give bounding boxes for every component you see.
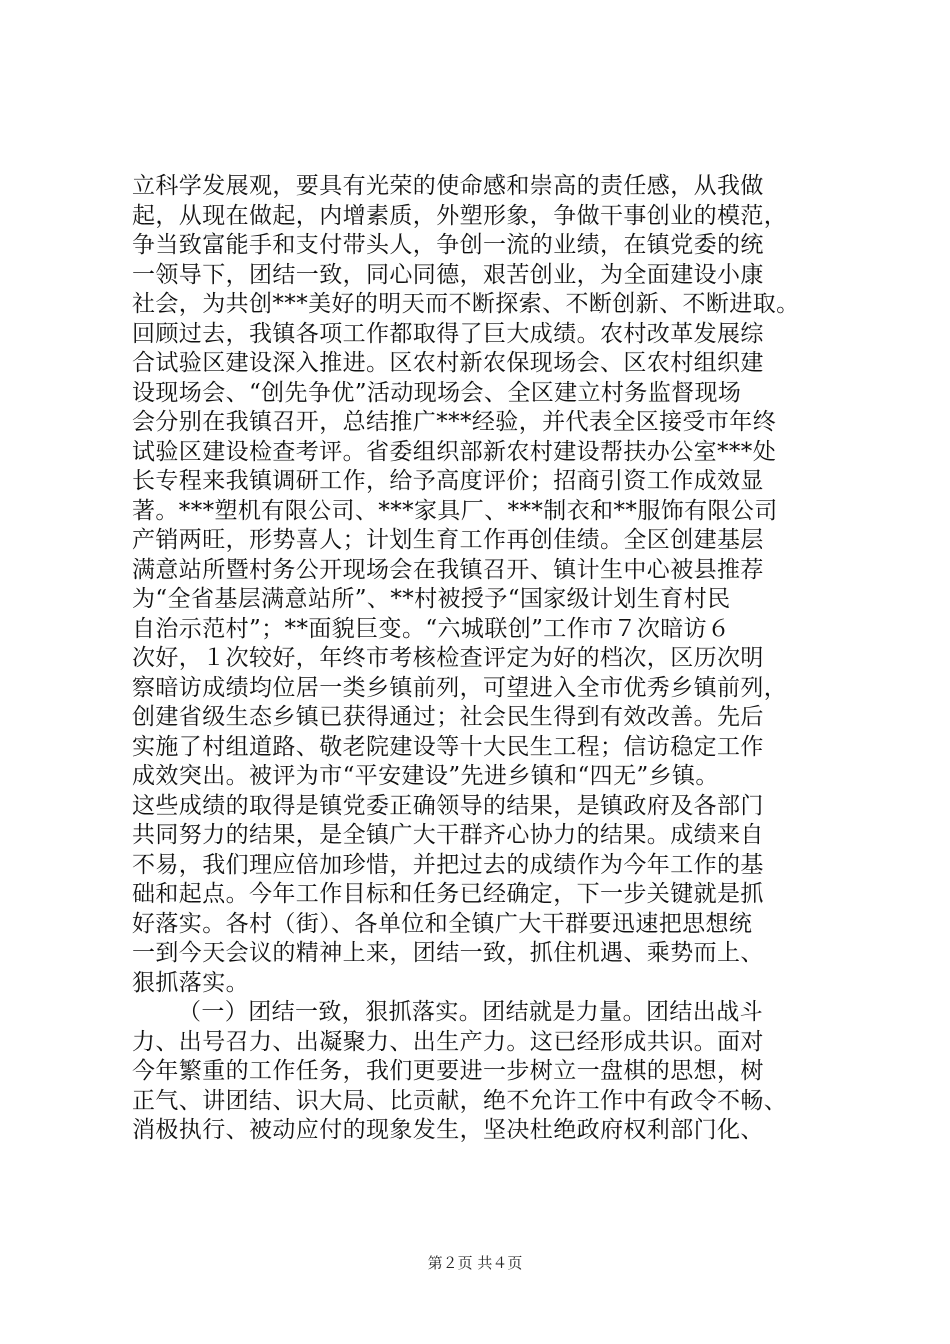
text-line: 产销两旺，形势喜人；计划生育工作再创佳绩。全区创建基层 [132,527,764,553]
text-line: 不易，我们理应倍加珍惜，并把过去的成绩作为今年工作的基 [132,851,764,878]
text-line: 正气、讲团结、识大局、比贡献，绝不允许工作中有政令不畅、 [132,1087,788,1114]
text-line: 回顾过去，我镇各项工作都取得了巨大成绩。农村改革发展综 [132,320,764,347]
text-line: 满意站所暨村务公开现场会在我镇召开、镇计生中心被县推荐 [132,556,764,583]
text-line: 立科学发展观，要具有光荣的使命感和崇高的责任感，从我做 [132,173,764,199]
text-line: 为“全省基层满意站所”、**村被授予“国家级计划生育村民 [132,586,731,612]
text-line: 著。***塑机有限公司、***家具厂、***制衣和**服饰有限公司 [132,497,778,524]
body-text [132,172,852,1146]
text-line: 实施了村组道路、敬老院建设等十大民生工程；信访稳定工作 [132,733,764,760]
text-line: 一到今天会议的精神上来，团结一致，抓住机遇、乘势而上、 [132,940,764,966]
text-line: 这些成绩的取得是镇党委正确领导的结果，是镇政府及各部门 [132,792,764,819]
text-line: 起，从现在做起，内增素质，外塑形象，争做干事创业的模范， [132,202,788,229]
page-number: 第２页 共４页 [427,1254,523,1272]
text-line: 试验区建设检查考评。省委组织部新农村建设帮扶办公室***处 [132,438,777,465]
text-line: 社会，为共创***美好的明天而不断探索、不断创新、不断进取。 [132,291,800,317]
text-line: 次好，１次较好，年终市考核检查评定为好的档次，区历次明 [132,645,764,671]
text-line: 狠抓落实。 [132,969,249,996]
text-line: 一领导下，团结一致，同心同德，艰苦创业，为全面建设小康 [132,261,764,288]
text-line: 力、出号召力、出凝聚力、出生产力。这已经形成共识。面对 [132,1028,764,1055]
text-line: 础和起点。今年工作目标和任务已经确定，下一步关键就是抓 [132,881,764,907]
text-line: 共同努力的结果，是全镇广大干群齐心协力的结果。成绩来自 [132,822,764,848]
text-line: 消极执行、被动应付的现象发生，坚决杜绝政府权利部门化、 [132,1117,764,1143]
page-footer [0,1253,950,1273]
text-line: 成效突出。被评为市“平安建设”先进乡镇和“四无”乡镇。 [132,763,719,789]
text-line: 会分别在我镇召开，总结推广***经验，并代表全区接受市年终 [132,409,777,435]
text-line: 察暗访成绩均位居一类乡镇前列，可望进入全市优秀乡镇前列， [132,674,788,701]
text-line: 好落实。各村（街）、各单位和全镇广大干群要迅速把思想统 [132,910,753,937]
text-line: 创建省级生态乡镇已获得通过；社会民生得到有效改善。先后 [132,704,764,730]
section-heading-line: （一）团结一致，狠抓落实。团结就是力量。团结出战斗 [178,999,763,1025]
text-line: 合试验区建设深入推进。区农村新农保现场会、区农村组织建 [132,350,764,376]
text-line: 自治示范村”；**面貌巨变。“六城联创”工作市７次暗访６ [132,615,731,642]
text-line: 设现场会、“创先争优”活动现场会、全区建立村务监督现场 [132,379,742,406]
text-line: 争当致富能手和支付带头人，争创一流的业绩，在镇党委的统 [132,232,764,258]
text-line: 长专程来我镇调研工作，给予高度评价；招商引资工作成效显 [132,468,764,494]
text-line: 今年繁重的工作任务，我们更要进一步树立一盘棋的思想，树 [132,1058,764,1084]
